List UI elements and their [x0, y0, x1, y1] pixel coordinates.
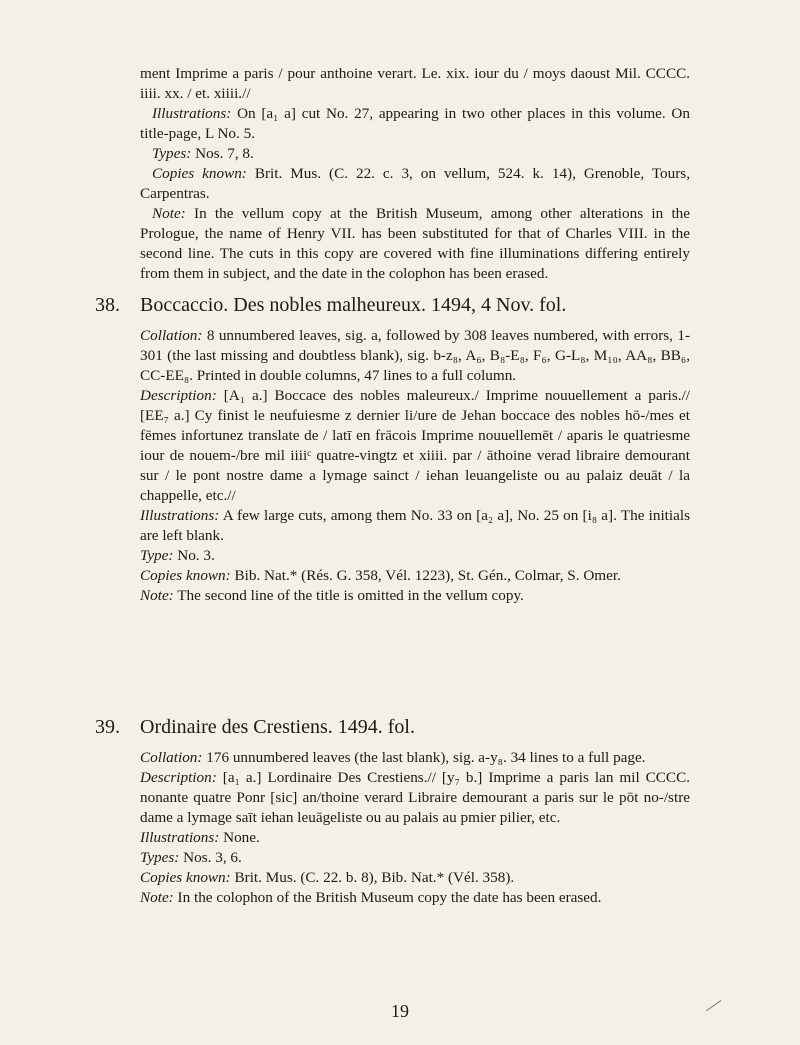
text: Brit. Mus. (C. 22. c. 3, on vellum, 524. k. 14), Grenoble, Tours, Carpentras.	[140, 165, 690, 202]
entry-38-body	[140, 326, 690, 606]
copies	[140, 566, 690, 586]
label: Description:	[140, 387, 217, 404]
text: In the vellum copy at the British Museum, among other alterations in the Prologue, the name of Henry VII. has been substituted for that of Charles VIII. in the second line. The cuts in this copy are covered with fine illuminations differing entirely from them in subject, and the date in the colophon has been erased.	[140, 205, 690, 282]
copies	[140, 868, 690, 888]
text: The second line of the title is omitted in the vellum copy.	[177, 587, 524, 604]
collation	[140, 748, 690, 768]
text: [a₁ a.] Lordinaire Des Crestiens.// [y₇ b.] Imprime a paris lan mil CCCC. nonante quatre Ponr [sic] an/thoine verard Libraire demourant a paris sur le pōt no-/stre dame a lymage saīt iehan leuāgeliste ou au palais au pmier pilier, etc.	[140, 769, 690, 826]
text: 8 unnumbered leaves, sig. a, followed by 308 leaves numbered, with errors, 1-301 (the last missing and doubtless blank), sig. b-z₈, A₆, B₈-E₈, F₆, G-L₈, M₁₀, AA₈, BB₆, CC-EE₈. Printed in double columns, 47 lines to a full column.	[140, 327, 691, 384]
entry-number: 39.	[95, 716, 120, 738]
label: Description:	[140, 769, 217, 786]
intro-copies	[140, 164, 690, 204]
text: [A₁ a.] Boccace des nobles maleureux./ Imprime nouuellement a paris.// [EE₇ a.] Cy finist le neufuiesme z dernier li/ure de Jehan boccace des nobles hō-/mes et fēmes infortunez translate de / latī en frācois Imprime nouuellemēt / aparis le quatriesme iour de nouem-/bre mil iiiiᶜ quatre-vingtz et xiiii. par / āthoine verad libraire demourant sur / le pont nostre dame a lymage sainct / iehan leuangeliste ou au palaiz deuāt / la chappelle, etc.//	[140, 387, 691, 504]
description	[140, 768, 690, 828]
label: Types:	[152, 145, 192, 162]
text: Brit. Mus. (C. 22. b. 8), Bib. Nat.* (Vél. 358).	[234, 869, 515, 886]
text: Bib. Nat.* (Rés. G. 358, Vél. 1223), St. Gén., Colmar, S. Omer.	[234, 567, 621, 584]
page-number: 19	[391, 1001, 409, 1021]
illustrations	[140, 506, 690, 546]
label: Types:	[140, 849, 180, 866]
label: Copies known:	[140, 869, 231, 886]
text: Nos. 7, 8.	[195, 145, 254, 162]
text: Nos. 3, 6.	[183, 849, 242, 866]
text: 176 unnumbered leaves (the last blank), sig. a-y₈. 34 lines to a full page.	[206, 749, 646, 766]
intro-section	[140, 64, 690, 284]
label: Note:	[140, 587, 174, 604]
intro-note	[140, 204, 690, 284]
types	[140, 848, 690, 868]
colophon-continuation: ment Imprime a paris / pour anthoine verart. Le. xix. iour du / moys daoust Mil. CCCC. iiii. xx. / et. xiiii.//	[140, 65, 690, 102]
type	[140, 546, 690, 566]
entry-title: Ordinaire des Crestiens. 1494. fol.	[140, 716, 415, 738]
entry-number: 38.	[95, 294, 120, 316]
label: Illustrations:	[152, 105, 232, 122]
label: Collation:	[140, 327, 203, 344]
intro-illustrations	[140, 104, 690, 144]
illustrations	[140, 828, 690, 848]
collation	[140, 326, 690, 386]
entry-39-heading	[95, 714, 715, 740]
entry-38-heading	[95, 292, 715, 318]
label: Note:	[152, 205, 186, 222]
entry-39-body	[140, 748, 690, 908]
text: In the colophon of the British Museum copy the date has been erased.	[177, 889, 602, 906]
note	[140, 586, 690, 606]
intro-types	[140, 144, 690, 164]
text: None.	[223, 829, 260, 846]
label: Copies known:	[152, 165, 247, 182]
label: Copies known:	[140, 567, 231, 584]
label: Collation:	[140, 749, 203, 766]
text: No. 3.	[177, 547, 215, 564]
text: A few large cuts, among them No. 33 on [a₂ a], No. 25 on [i₈ a]. The initials are left blank.	[140, 507, 690, 544]
description	[140, 386, 690, 506]
entry-title: Boccaccio. Des nobles malheureux. 1494, 4 Nov. fol.	[140, 294, 567, 316]
note	[140, 888, 690, 908]
label: Type:	[140, 547, 174, 564]
label: Illustrations:	[140, 829, 220, 846]
label: Illustrations:	[140, 507, 220, 524]
text: On [a₁ a] cut No. 27, appearing in two other places in this volume. On title-page, L No. 5.	[140, 105, 690, 142]
label: Note:	[140, 889, 174, 906]
